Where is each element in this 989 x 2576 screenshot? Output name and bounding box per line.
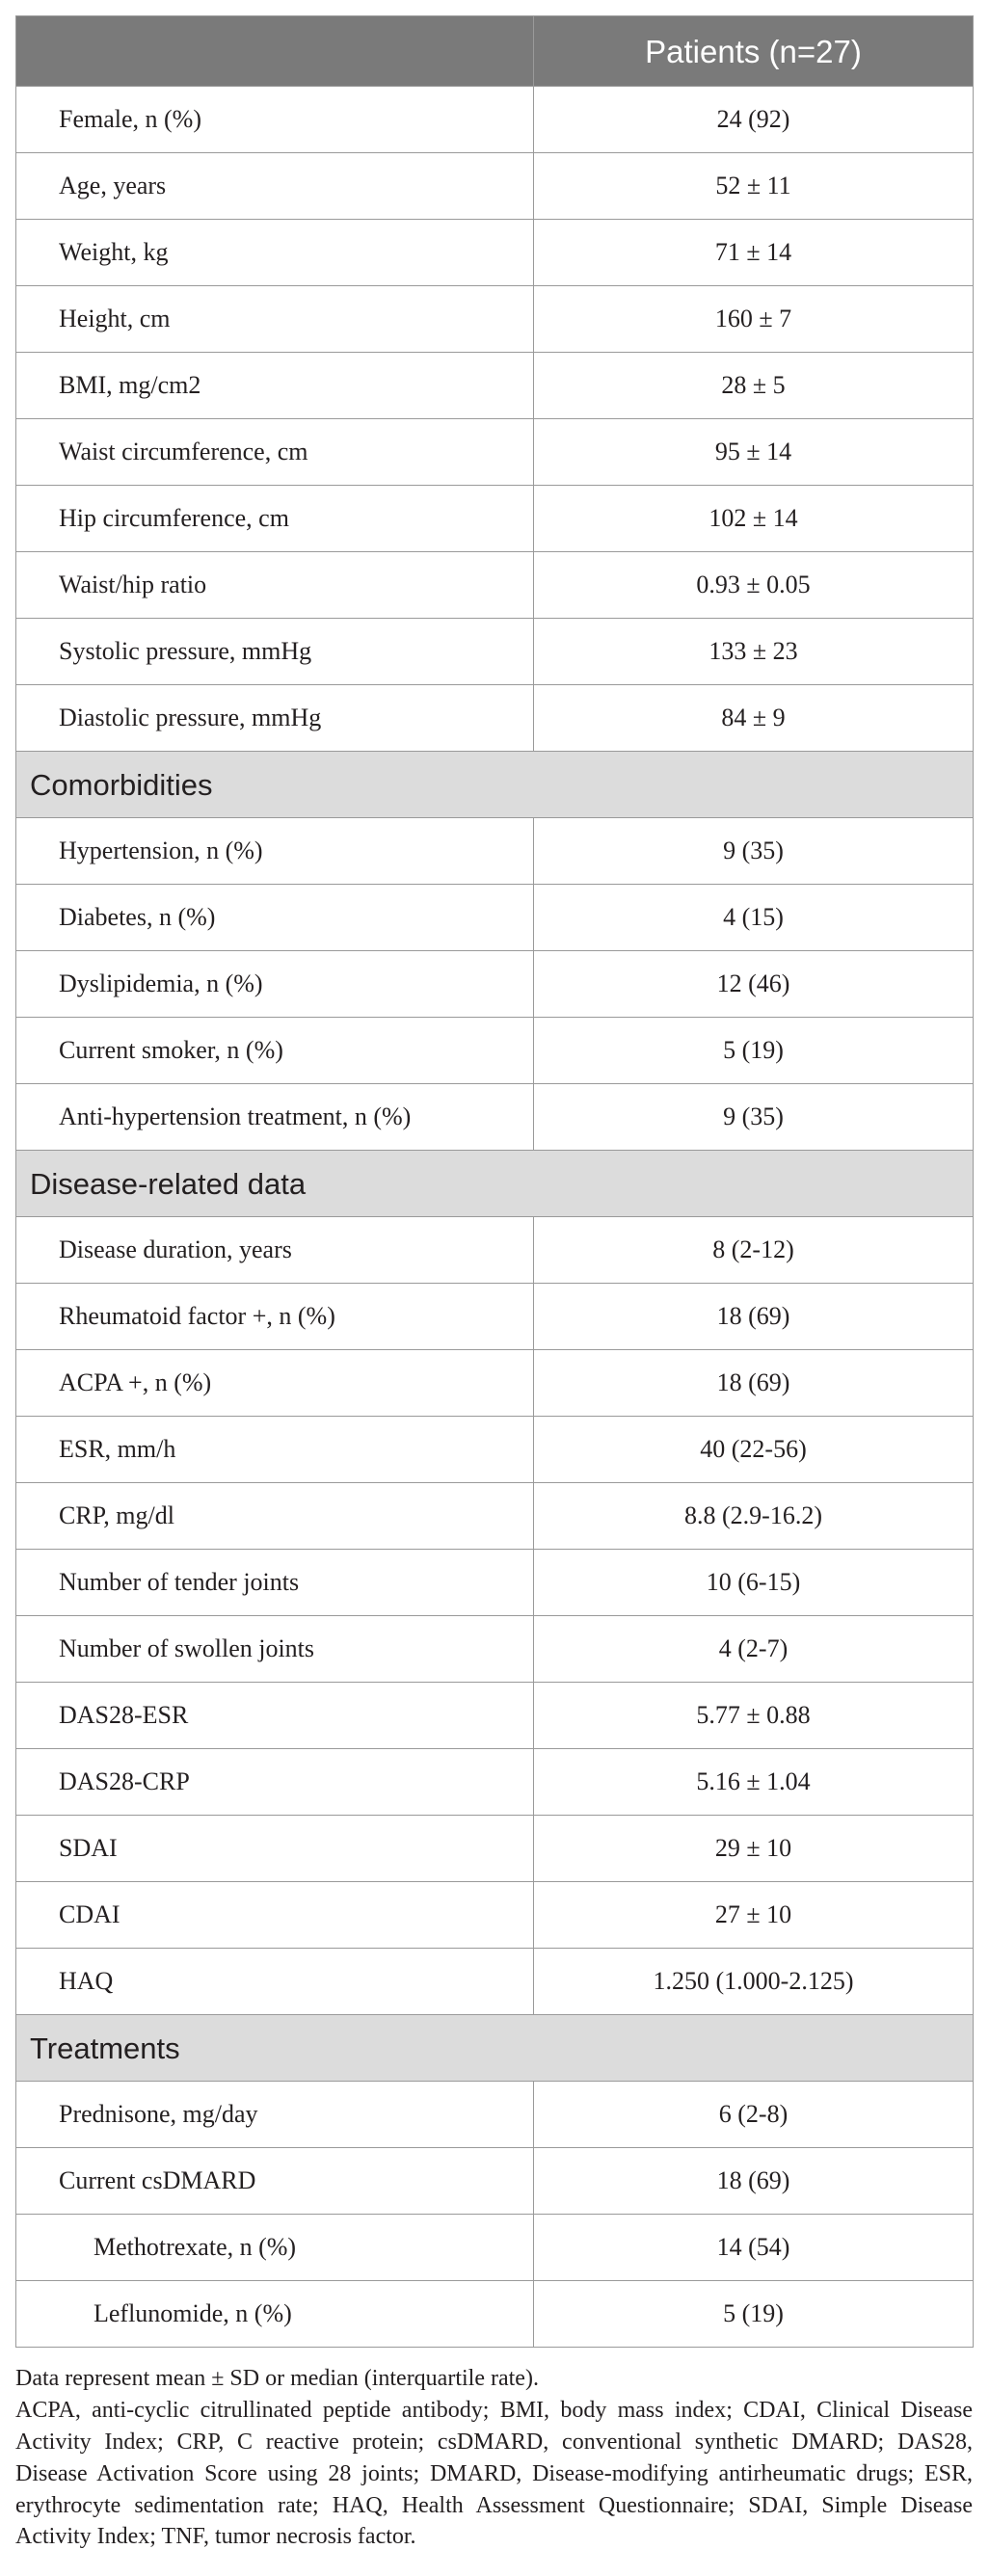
table-row bbox=[16, 619, 974, 685]
row-value: 14 (54) bbox=[534, 2215, 974, 2281]
row-label: Prednisone, mg/day bbox=[16, 2082, 534, 2148]
header-label-column bbox=[16, 16, 534, 87]
section-row bbox=[16, 1151, 974, 1217]
row-label: Rheumatoid factor +, n (%) bbox=[16, 1284, 534, 1350]
table-row bbox=[16, 87, 974, 153]
row-label: Age, years bbox=[16, 153, 534, 220]
table-row bbox=[16, 951, 974, 1018]
row-value: 40 (22-56) bbox=[534, 1417, 974, 1483]
footnote-paragraph: ACPA, anti-cyclic citrullinated peptide antibody; BMI, body mass index; CDAI, Clinical Disease Activity Index; CRP, C reactive protein; csDMARD, conventional synthetic DMARD; DAS28, Disease Activation Score using 28 joints; DMARD, Disease-modifying antirheumatic drugs; ESR, erythrocyte sedimentation rate; HAQ, Health Assessment Questionnaire; SDAI, Simple Disease Activity Index; TNF, tumor necrosis factor. bbox=[15, 2397, 973, 2550]
row-label: Leflunomide, n (%) bbox=[16, 2281, 534, 2348]
table-row bbox=[16, 153, 974, 220]
row-value: 5.16 ± 1.04 bbox=[534, 1749, 974, 1816]
row-label: Current smoker, n (%) bbox=[16, 1018, 534, 1084]
table-row bbox=[16, 1749, 974, 1816]
header-patients-column: Patients (n=27) bbox=[534, 16, 974, 87]
row-value: 8.8 (2.9-16.2) bbox=[534, 1483, 974, 1550]
table-row bbox=[16, 685, 974, 752]
row-label: Hip circumference, cm bbox=[16, 486, 534, 552]
row-label: DAS28-CRP bbox=[16, 1749, 534, 1816]
table-row bbox=[16, 286, 974, 353]
row-value: 5 (19) bbox=[534, 2281, 974, 2348]
table-row bbox=[16, 1284, 974, 1350]
section-heading: Disease-related data bbox=[16, 1151, 974, 1217]
row-label: Current csDMARD bbox=[16, 2148, 534, 2215]
table-row bbox=[16, 1550, 974, 1616]
row-value: 5 (19) bbox=[534, 1018, 974, 1084]
table-row bbox=[16, 2148, 974, 2215]
table-row bbox=[16, 419, 974, 486]
table-row bbox=[16, 1683, 974, 1749]
header-row bbox=[16, 16, 974, 87]
row-value: 5.77 ± 0.88 bbox=[534, 1683, 974, 1749]
table-row bbox=[16, 486, 974, 552]
row-label: Disease duration, years bbox=[16, 1217, 534, 1284]
row-value: 160 ± 7 bbox=[534, 286, 974, 353]
row-value: 9 (35) bbox=[534, 1084, 974, 1151]
row-value: 71 ± 14 bbox=[534, 220, 974, 286]
row-value: 27 ± 10 bbox=[534, 1882, 974, 1949]
row-label: CDAI bbox=[16, 1882, 534, 1949]
row-value: 12 (46) bbox=[534, 951, 974, 1018]
footnote-paragraph: Data represent mean ± SD or median (interquartile rate). bbox=[15, 2366, 539, 2391]
row-value: 1.250 (1.000-2.125) bbox=[534, 1949, 974, 2015]
row-label: DAS28-ESR bbox=[16, 1683, 534, 1749]
table-row bbox=[16, 818, 974, 885]
row-value: 9 (35) bbox=[534, 818, 974, 885]
table-row bbox=[16, 1616, 974, 1683]
row-value: 24 (92) bbox=[534, 87, 974, 153]
table-row bbox=[16, 1018, 974, 1084]
table-row bbox=[16, 1483, 974, 1550]
table-row bbox=[16, 552, 974, 619]
row-label: Diabetes, n (%) bbox=[16, 885, 534, 951]
row-label: Weight, kg bbox=[16, 220, 534, 286]
table-row bbox=[16, 1882, 974, 1949]
row-label: ESR, mm/h bbox=[16, 1417, 534, 1483]
row-value: 52 ± 11 bbox=[534, 153, 974, 220]
section-heading: Comorbidities bbox=[16, 752, 974, 818]
row-label: Anti-hypertension treatment, n (%) bbox=[16, 1084, 534, 1151]
row-label: Female, n (%) bbox=[16, 87, 534, 153]
row-value: 29 ± 10 bbox=[534, 1816, 974, 1882]
table-row bbox=[16, 2082, 974, 2148]
row-value: 8 (2-12) bbox=[534, 1217, 974, 1284]
row-label: Waist circumference, cm bbox=[16, 419, 534, 486]
table-row bbox=[16, 2215, 974, 2281]
row-label: SDAI bbox=[16, 1816, 534, 1882]
row-value: 4 (2-7) bbox=[534, 1616, 974, 1683]
table-body bbox=[16, 87, 974, 2348]
table-row bbox=[16, 2281, 974, 2348]
row-value: 133 ± 23 bbox=[534, 619, 974, 685]
row-label: Number of swollen joints bbox=[16, 1616, 534, 1683]
row-label: Dyslipidemia, n (%) bbox=[16, 951, 534, 1018]
table-row bbox=[16, 353, 974, 419]
row-value: 4 (15) bbox=[534, 885, 974, 951]
patient-characteristics-table bbox=[15, 15, 974, 2348]
row-label: Methotrexate, n (%) bbox=[16, 2215, 534, 2281]
row-label: Diastolic pressure, mmHg bbox=[16, 685, 534, 752]
row-label: Hypertension, n (%) bbox=[16, 818, 534, 885]
table-row bbox=[16, 1217, 974, 1284]
table-row bbox=[16, 1949, 974, 2015]
row-label: Systolic pressure, mmHg bbox=[16, 619, 534, 685]
patient-characteristics-table-container bbox=[15, 15, 973, 2348]
table-row bbox=[16, 220, 974, 286]
table-row bbox=[16, 1816, 974, 1882]
section-row bbox=[16, 752, 974, 818]
row-value: 84 ± 9 bbox=[534, 685, 974, 752]
table-row bbox=[16, 885, 974, 951]
row-value: 6 (2-8) bbox=[534, 2082, 974, 2148]
row-value: 18 (69) bbox=[534, 1284, 974, 1350]
row-value: 102 ± 14 bbox=[534, 486, 974, 552]
row-label: BMI, mg/cm2 bbox=[16, 353, 534, 419]
row-value: 0.93 ± 0.05 bbox=[534, 552, 974, 619]
table-row bbox=[16, 1417, 974, 1483]
row-label: ACPA +, n (%) bbox=[16, 1350, 534, 1417]
row-label: Number of tender joints bbox=[16, 1550, 534, 1616]
row-label: Height, cm bbox=[16, 286, 534, 353]
table-footnotes bbox=[15, 2363, 973, 2553]
table-header bbox=[16, 16, 974, 87]
section-row bbox=[16, 2015, 974, 2082]
row-label: CRP, mg/dl bbox=[16, 1483, 534, 1550]
row-value: 28 ± 5 bbox=[534, 353, 974, 419]
row-value: 18 (69) bbox=[534, 1350, 974, 1417]
row-value: 95 ± 14 bbox=[534, 419, 974, 486]
table-row bbox=[16, 1084, 974, 1151]
row-value: 18 (69) bbox=[534, 2148, 974, 2215]
row-label: Waist/hip ratio bbox=[16, 552, 534, 619]
row-label: HAQ bbox=[16, 1949, 534, 2015]
section-heading: Treatments bbox=[16, 2015, 974, 2082]
table-row bbox=[16, 1350, 974, 1417]
row-value: 10 (6-15) bbox=[534, 1550, 974, 1616]
